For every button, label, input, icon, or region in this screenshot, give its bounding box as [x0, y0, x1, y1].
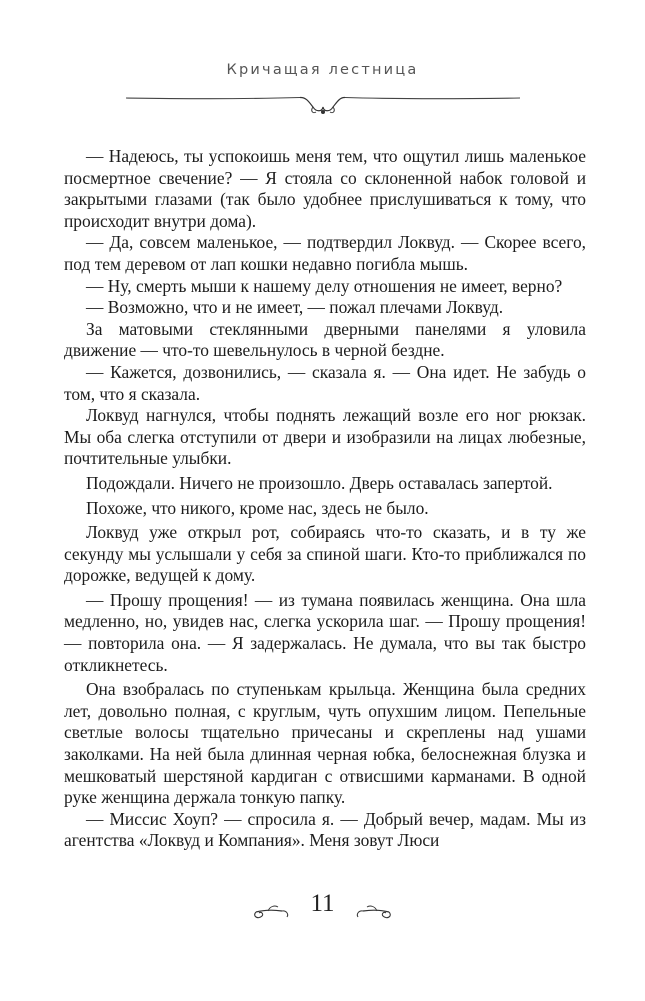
paragraph: Она взобралась по ступенькам крыльца. Женщина была средних лет, довольно полная, с круглым, чуть опухшим лицом. Пепельные светлые волосы тщательно причесаны и скреплены над ушами заколками. На ней была длинная черная юбка, белоснежная блузка и мешковатый шерстяной кардиган с отвисшими карманами. В одной руке женщина держала тонкую папку.: [64, 679, 586, 808]
header-ornament: [0, 62, 645, 122]
paragraph: — Возможно, что и не имеет, — пожал плечами Локвуд.: [86, 297, 504, 318]
running-header: [0, 62, 645, 122]
paragraph: Похоже, что никого, кроме нас, здесь не было.: [86, 497, 429, 518]
paragraph: — Миссис Хоуп? — спросила я. — Добрый вечер, мадам. Мы из агентства «Локвуд и Компания». Меня зовут Люси: [64, 808, 586, 851]
paragraph: Локвуд уже открыл рот, собираясь что-то сказать, и в ту же секунду мы услышали у себя за спиной шаги. Кто-то приближался по дорожке, ведущей к дому.: [64, 522, 586, 586]
paragraph: — Кажется, дозвонились, — сказала я. — Она идет. Не забудь о том, что я сказала.: [64, 361, 586, 404]
paragraph: Локвуд нагнулся, чтобы поднять лежащий возле его ног рюкзак. Мы оба слегка отступили от двери и изобразили на лицах любезные, почтительные улыбки.: [64, 405, 586, 469]
paragraph: За матовыми стеклянными дверными панелями я уловила движение — что-то шевельнулось в черной бездне.: [64, 318, 586, 361]
paragraph: — Да, совсем маленькое, — подтвердил Локвуд. — Скорее всего, под тем деревом от лап кошки недавно погибла мышь.: [64, 232, 586, 274]
paragraph: Подождали. Ничего не произошло. Дверь оставалась запертой.: [86, 472, 553, 493]
paragraph: — Надеюсь, ты успокоишь меня тем, что ощутил лишь маленькое посмертное свечение? — Я стояла со склоненной набок головой и закрытыми глазами (так было удобнее прислушиваться к тому, что происходит внутри дома).: [64, 146, 586, 231]
paragraph: — Ну, смерть мыши к нашему делу отношения не имеет, верно?: [86, 275, 563, 296]
paragraph: — Прошу прощения! — из тумана появилась женщина. Она шла медленно, но, увидев нас, слегка ускорила шаг. — Прошу прощения! — повторила она. — Я задержалась. Не думала, что вы так быстро откликнетесь.: [64, 589, 586, 675]
page-footer: [0, 888, 645, 938]
page-body: [64, 146, 586, 852]
page-number: 11: [310, 890, 335, 917]
running-title: Кричащая лестница: [226, 62, 419, 78]
